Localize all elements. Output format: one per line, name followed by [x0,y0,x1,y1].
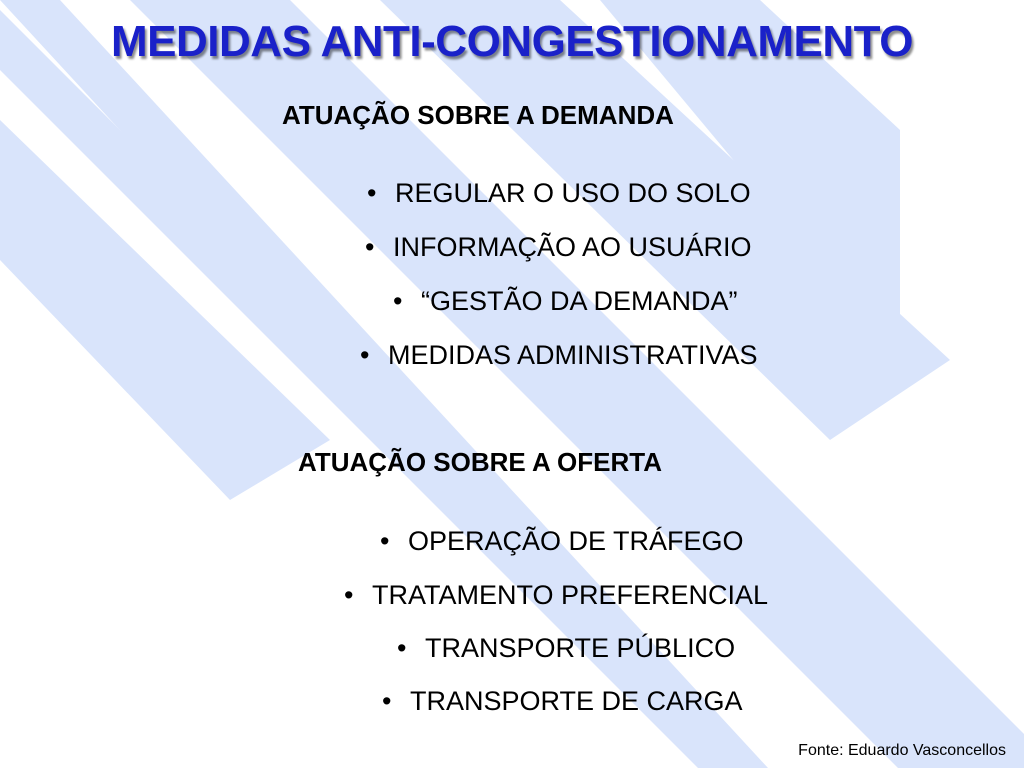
list-item [393,284,738,318]
bullet: • [344,580,354,610]
list-item-label: TRANSPORTE PÚBLICO [425,633,736,663]
section-heading-oferta: ATUAÇÃO SOBRE A OFERTA [298,447,662,477]
list-item [367,176,751,210]
slide-title: MEDIDAS ANTI-CONGESTIONAMENTO [111,17,913,66]
bullet: • [382,686,392,716]
list-item [397,631,735,665]
source-credit: Fonte: Eduardo Vasconcellos [798,742,1006,759]
list-item-label: OPERAÇÃO DE TRÁFEGO [408,526,744,556]
bullet: • [365,232,375,262]
bullet: • [380,526,390,556]
bullet: • [360,340,370,370]
list-item-label: REGULAR O USO DO SOLO [395,178,751,208]
list-item [344,578,768,612]
section-heading-demanda: ATUAÇÃO SOBRE A DEMANDA [282,100,674,130]
list-item [365,230,752,264]
list-item [380,524,744,558]
list-item [382,684,743,718]
list-item-label: MEDIDAS ADMINISTRATIVAS [388,340,758,370]
bullet: • [393,286,403,316]
list-item-label: TRATAMENTO PREFERENCIAL [372,580,769,610]
list-item-label: TRANSPORTE DE CARGA [410,686,743,716]
list-item [360,338,758,372]
bullet: • [397,633,407,663]
list-item-label: INFORMAÇÃO AO USUÁRIO [393,232,752,262]
bullet: • [367,178,377,208]
list-item-label: “GESTÃO DA DEMANDA” [421,286,738,316]
